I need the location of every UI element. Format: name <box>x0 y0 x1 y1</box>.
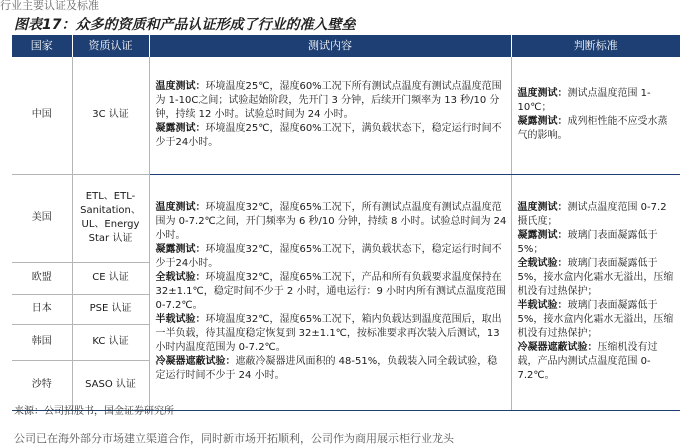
country-cell: 沙特 <box>12 360 72 410</box>
table-row <box>12 174 680 262</box>
standard-label: 冷凝器遮蔽试验： <box>517 342 598 353</box>
cert-cell: PSE 认证 <box>72 294 149 324</box>
cert-cell: KC 认证 <box>72 324 149 360</box>
cert-cell: CE 认证 <box>72 262 149 294</box>
standard-paragraph <box>518 87 677 115</box>
col-header-standard: 判断标准 <box>511 35 680 57</box>
standard-cell <box>511 57 680 174</box>
col-header-cert: 资质认证 <box>72 35 149 57</box>
standard-paragraph <box>518 229 677 257</box>
standard-paragraph <box>518 115 677 143</box>
top-cutoff-text: 行业主要认证及标准 <box>0 0 99 12</box>
test-paragraph <box>156 80 507 122</box>
standard-paragraph <box>518 341 677 383</box>
bottom-cutoff-text: 公司已在海外部分市场建立渠道合作，同时新市场开拓顺利，公司作为商用展示柜行业龙头 <box>14 433 454 445</box>
table-row <box>12 57 680 174</box>
standard-label: 全载试验： <box>517 258 568 269</box>
standard-label: 温度测试： <box>517 88 568 100</box>
test-text: 环境温度32℃，湿度65%工况下，箱内负载达到温度范围后，取出一半负载，待其温度稳定恢复到 32±1.1℃，按标准要求再次装入后测试，13 小时内温度范围为 0-7.2℃。 <box>155 314 502 353</box>
standard-label: 凝露测试： <box>517 230 568 241</box>
standard-label: 温度测试： <box>517 202 568 213</box>
standard-text: 玻璃门表面凝露低于 5%； <box>517 230 658 255</box>
test-label: 温度测试： <box>155 81 206 93</box>
standard-text: 成列柜性能不应受水蒸气的影响。 <box>517 116 668 142</box>
test-paragraph <box>156 201 507 243</box>
test-label: 凝露测试： <box>155 244 206 255</box>
test-text: 遮蔽冷凝器进风面积的 48-51%，负载装入同全载试验，稳定运行时间不少于 24 小时。 <box>155 356 498 381</box>
country-cell: 日本 <box>12 294 72 324</box>
country-cell: 韩国 <box>12 324 72 360</box>
cert-cell: ETL、ETL-Sanitation、UL、Energy Star 认证 <box>72 174 149 262</box>
cert-cell: 3C 认证 <box>72 57 149 174</box>
col-header-content: 测试内容 <box>149 35 511 57</box>
test-label: 凝露测试： <box>155 123 206 135</box>
cert-cell: SASO 认证 <box>72 360 149 410</box>
standard-text: 玻璃门表面凝露低于 5%，接水盒内化霜水无溢出，压缩机没有过热保护； <box>517 258 674 297</box>
standard-paragraph <box>518 257 677 299</box>
test-label: 温度测试： <box>155 202 206 213</box>
source-note: 来源：公司招股书，国金证券研究所 <box>14 406 174 417</box>
country-cell: 欧盟 <box>12 262 72 294</box>
standard-label: 半载试验： <box>517 300 568 311</box>
test-text: 环境温度25℃，湿度60%工况下，满负载状态下，稳定运行时间不少于24小时。 <box>155 123 502 149</box>
standard-label: 凝露测试： <box>517 116 568 128</box>
test-paragraph <box>156 355 507 383</box>
table-header-row <box>12 35 680 57</box>
test-paragraph <box>156 271 507 313</box>
test-paragraph <box>156 122 507 150</box>
test-text: 环境温度25℃，湿度60%工况下所有测试点温度有测试点温度范围为 1-10C之间；试验起始阶段，先开门 3 分钟，后续开门频率为 13 秒/10 分钟，持续 12 小时。试验总时间为 24 小时。 <box>155 81 502 121</box>
country-cell: 中国 <box>12 57 72 174</box>
test-content-cell <box>149 57 511 174</box>
test-label: 全载试验： <box>155 272 206 283</box>
test-paragraph <box>156 313 507 355</box>
test-text: 环境温度32℃，湿度65%工况下，所有测试点温度有测试点温度范围为 0-7.2℃之间，开门频率为 6 秒/10 分钟，持续 8 小时。试验总时间为 24 小时。 <box>155 202 507 241</box>
certification-table <box>12 35 680 411</box>
figure-title: 图表17：众多的资质和产品认证形成了行业的准入壁垒 <box>14 17 356 33</box>
test-label: 冷凝器遮蔽试验： <box>155 356 236 367</box>
test-label: 半载试验： <box>155 314 206 325</box>
standard-text: 压缩机没有过载，产品内测试点温度范围 0-7.2℃。 <box>517 342 658 381</box>
standard-cell <box>511 174 680 410</box>
standard-text: 测试点温度范围 0-7.2 摄氏度； <box>517 202 667 227</box>
standard-paragraph <box>518 299 677 341</box>
test-paragraph <box>156 243 507 271</box>
test-text: 环境温度32℃，湿度65%工况下，满负载状态下，稳定运行时间不少于24小时。 <box>155 244 502 269</box>
standard-text: 测试点温度范围 1-10℃； <box>517 88 651 114</box>
country-cell: 美国 <box>12 174 72 262</box>
test-content-cell <box>149 174 511 410</box>
standard-paragraph <box>518 201 677 229</box>
standard-text: 玻璃门表面凝露低于 5%，接水盒内化霜水无溢出，压缩机没有过热保护； <box>517 300 674 339</box>
test-text: 环境温度32℃，湿度65%工况下，产品和所有负载要求温度保持在 32±1.1℃，稳定时间不少于 2 小时，通电运行：9 小时内所有测试点温度范围 0-7.2℃。 <box>155 272 506 311</box>
col-header-country: 国家 <box>12 35 72 57</box>
